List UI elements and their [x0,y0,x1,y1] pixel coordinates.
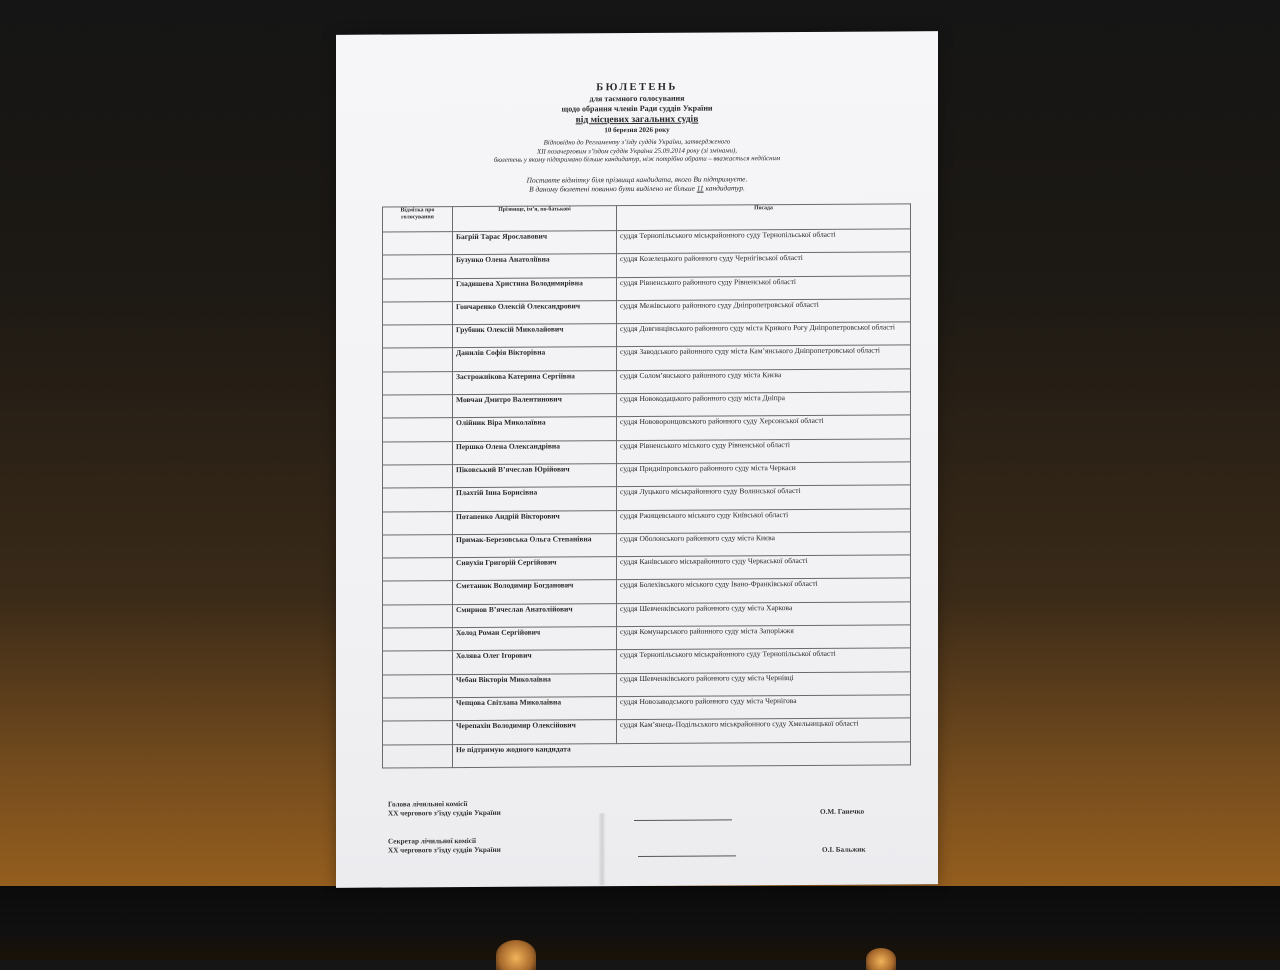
table-header-row [383,204,911,232]
regulation-line: бюлетень у якому підтримано більше кандидатур, ніж потрібно обрати – вважається недійсним [493,155,781,165]
candidate-position: суддя Рівненського міського суду Рівненської області [617,439,911,464]
table-row [383,229,911,256]
candidates-table [382,203,911,768]
table-row [383,345,911,372]
candidate-name: Гончаренко Олексій Олександрович [453,301,617,325]
candidate-position: суддя Солом’янського районного суду міста Києва [617,369,911,394]
candidate-name: Сметанюк Володимир Богданович [453,580,617,604]
vote-mark-cell[interactable] [383,348,453,372]
candidate-name: Чебан Вікторія Миколаївна [453,673,617,697]
candidate-name: Мовчан Дмитро Валентинович [453,394,617,418]
vote-mark-cell[interactable] [383,395,453,419]
candidate-position: суддя Придніпровського районного суду міста Черкаси [617,462,911,487]
table-row [383,602,911,629]
ballot-subtitle: щодо обрання членів Ради суддів України [561,103,713,114]
secretary-congress: XX чергового з’їзду суддів України [388,845,501,855]
secretary-name: О.І. Бальжик [822,845,866,854]
secretary-title: Секретар лічильної комісії [388,836,476,846]
candidate-position: суддя Козелецького районного суду Чернігівської області [617,252,911,277]
table-row [383,462,911,489]
vote-mark-cell[interactable] [383,651,453,675]
vote-mark-cell[interactable] [383,581,453,605]
chair-title: Голова лічильної комісії [388,800,468,809]
audience-head [866,948,896,970]
table-row-none [383,741,911,768]
candidate-name: Черепахін Володимир Олексійович [453,720,617,744]
table-row [383,532,911,559]
vote-mark-cell[interactable] [383,488,453,512]
header-position: Посада [617,204,911,231]
ballot-header [336,79,938,195]
vote-mark-cell[interactable] [383,465,453,489]
candidate-position: суддя Ржищевського міського суду Київської області [617,508,911,533]
vote-mark-cell[interactable] [383,744,453,768]
candidate-position: суддя Новозаводського районного суду міста Чернігова [617,695,911,720]
candidate-name: Плахтій Інна Борисівна [453,487,617,511]
table-row [383,299,911,326]
table-row [383,392,911,419]
candidate-position: суддя Луцького міськрайонного суду Волинської області [617,485,911,510]
candidate-name: Гладишева Христина Володимирівна [453,277,617,301]
stage-floor [0,886,1280,960]
table-row [383,508,911,535]
vote-mark-cell[interactable] [383,511,453,535]
table-row [383,695,911,722]
vote-mark-cell[interactable] [383,371,453,395]
table-row [383,648,911,675]
regulation-line: Відповідно до Регламенту з’їзду суддів України, затвердженого [543,138,731,147]
candidate-position: суддя Шевченківського районного суду міста Харкова [617,602,911,627]
max-candidates-count: 11 [696,183,704,193]
table-row [383,578,911,605]
vote-mark-cell[interactable] [383,721,453,745]
candidate-position: суддя Рівненського районного суду Рівненської області [617,275,911,300]
regulation-line: XII позачерговим з’їздом суддів України 25.09.2014 року (зі змінами), [537,146,737,156]
candidate-name: Піковський В’ячеслав Юрійович [453,464,617,488]
candidate-name: Смирнов В’ячеслав Анатолійович [453,603,617,627]
regulation-note [336,137,938,166]
vote-mark-cell[interactable] [383,674,453,698]
secretary-signature-line [638,855,736,857]
chair-congress: XX чергового з’їзду суддів України [388,808,501,818]
candidate-position: суддя Тернопільського міськрайонного суду Тернопільської області [617,229,911,254]
table-row [383,415,911,442]
none-option: Не підтримую жодного кандидата [453,741,911,767]
candidate-name: Олійник Віра Миколаївна [453,417,617,441]
ballot-title: БЮЛЕТЕНЬ [596,81,678,94]
table-row [383,369,911,396]
vote-mark-cell[interactable] [383,255,453,279]
paper-crease [598,813,606,885]
candidate-position: суддя Комунарського районного суду міста Запоріжжя [617,625,911,650]
instruction-text: В даному бюлетені повинно бути виділено не більше [529,183,695,194]
vote-mark-cell[interactable] [383,418,453,442]
table-row [383,439,911,466]
table-row [383,322,911,349]
candidate-name: Грубник Олексій Миколайович [453,324,617,348]
voting-instruction [336,173,938,195]
vote-mark-cell[interactable] [383,302,453,326]
candidate-position: суддя Канівського міськрайонного суду Черкаської області [617,555,911,580]
vote-mark-cell[interactable] [383,325,453,349]
candidate-position: суддя Новокодацького районного суду міста Дніпра [617,392,911,417]
projected-ballot-sheet [336,31,938,888]
table-row [383,275,911,302]
vote-mark-cell[interactable] [383,698,453,722]
secretary-signature-label [388,837,501,856]
candidate-name: Холява Олег Ігорович [453,650,617,674]
candidate-position: суддя Заводського районного суду міста Кам’янського Дніпропетровської області [617,345,911,370]
ballot-subtitle: для таємного голосування [589,93,685,104]
table-row [383,718,911,745]
ballot-subtitle-court-type: від місцевих загальних судів [575,114,699,126]
vote-mark-cell[interactable] [383,441,453,465]
header-mark: Відмітка про голосування [383,207,453,232]
chair-signature-label [388,800,501,819]
ballot-date: 10 березня 2026 року [604,125,670,135]
candidate-name: Застрожнікова Катерина Сергіївна [453,370,617,394]
candidate-position: суддя Болехівського міського суду Івано-Франківської області [617,578,911,603]
vote-mark-cell[interactable] [383,558,453,582]
candidate-name: Багрій Тарас Ярославович [453,231,617,255]
vote-mark-cell[interactable] [383,278,453,302]
candidate-name: Холод Роман Сергійович [453,627,617,651]
table-row [383,252,911,279]
candidate-name: Бузунко Олена Анатоліївна [453,254,617,278]
header-name: Прізвище, ім’я, по-батькові [453,206,617,232]
candidate-name: Потапенко Андрій Вікторович [453,510,617,534]
candidate-position: суддя Нововоронцовського районного суду Херсонської області [617,415,911,440]
vote-mark-cell[interactable] [383,628,453,652]
candidate-position: суддя Шевченківського районного суду міста Чернівці [617,671,911,696]
candidate-position: суддя Тернопільського міськрайонного суду Тернопільської області [617,648,911,673]
vote-mark-cell[interactable] [383,534,453,558]
vote-mark-cell[interactable] [383,232,453,256]
instruction-text: кандидатур. [705,183,745,193]
table-row [383,555,911,582]
audience-head [496,940,536,970]
table-row [383,485,911,512]
candidate-name: Сивухін Григорій Сергійович [453,557,617,581]
candidate-name: Першко Олена Олександрівна [453,440,617,464]
chair-name: О.М. Ганечко [820,807,865,816]
candidate-position: суддя Довгинцівського районного суду міста Кривого Рогу Дніпропетровської області [617,322,911,347]
candidate-name: Чепцова Світлана Миколаївна [453,697,617,721]
vote-mark-cell[interactable] [383,604,453,628]
table-row [383,671,911,698]
chair-signature-line [634,819,732,821]
table-row [383,625,911,652]
instruction-line: Поставте відмітку біля прізвища кандидата, якого Ви підтримуєте. [526,174,748,185]
candidate-name: Примак-Березовська Ольга Степанівна [453,533,617,557]
candidate-position: суддя Кам’янець-Подільського міськрайонного суду Хмельницької області [617,718,911,743]
candidate-name: Данилів Софія Вікторівна [453,347,617,371]
candidate-position: суддя Межівського районного суду Дніпропетровської області [617,299,911,324]
candidate-position: суддя Оболонського районного суду міста Києва [617,532,911,557]
